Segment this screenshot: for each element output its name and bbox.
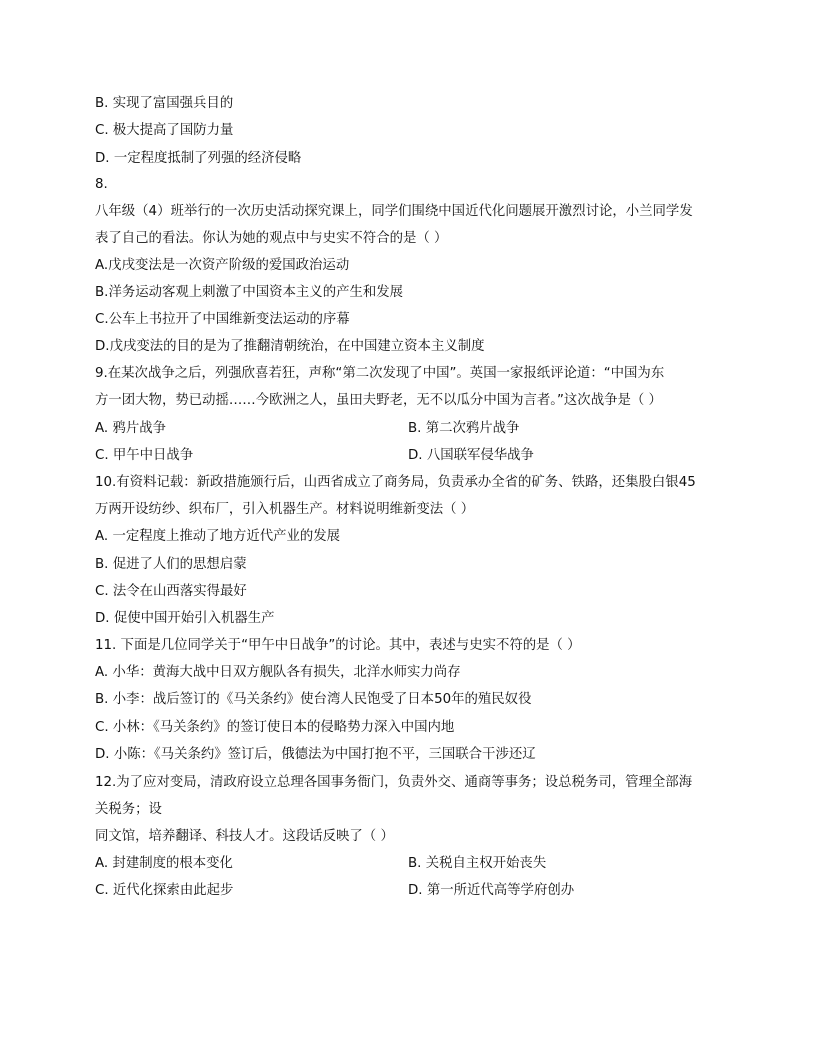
q11-option-b: B. 小李：战后签订的《马关条约》使台湾人民饱受了日本50年的殖民奴役 [95, 692, 532, 707]
q10-stem-line-2: 万两开设纺纱、织布厂，引入机器生产。材料说明维新变法（ ） [95, 502, 475, 517]
q12-option-c: C. 近代化探索由此起步 [95, 883, 234, 898]
q8-stem-line-2: 表了自己的看法。你认为她的观点中与史实不符合的是（ ） [95, 231, 448, 246]
q8-number: 8. [95, 177, 108, 192]
q7-option-c: C. 极大提高了国防力量 [95, 123, 234, 138]
q11-option-c: C. 小林：《马关条约》的签订使日本的侵略势力深入中国内地 [95, 720, 455, 735]
q7-option-d: D. 一定程度抵制了列强的经济侵略 [95, 151, 302, 166]
q9-option-c: C. 甲午中日战争 [95, 448, 194, 463]
q10-option-d: D. 促使中国开始引入机器生产 [95, 611, 275, 626]
q8-option-d: D.戊戌变法的目的是为了推翻清朝统治，在中国建立资本主义制度 [95, 339, 485, 354]
q8-stem-line-1: 八年级（4）班举行的一次历史活动探究课上，同学们围绕中国近代化问题展开激烈讨论，小兰同学发 [95, 204, 693, 219]
q12-option-a: A. 封建制度的根本变化 [95, 856, 233, 871]
q12-stem-line-1: 12.为了应对变局，清政府设立总理各国事务衙门，负责外交、通商等事务；设总税务司，管理全部海 [95, 775, 693, 790]
q10-option-a: A. 一定程度上推动了地方近代产业的发展 [95, 529, 341, 544]
q12-stem-line-3: 同文馆，培养翻译、科技人才。这段话反映了（ ） [95, 829, 394, 844]
q11-stem: 11. 下面是几位同学关于“甲午中日战争”的讨论。其中，表述与史实不符的是（ ） [95, 638, 581, 653]
q10-option-c: C. 法令在山西落实得最好 [95, 584, 247, 599]
q9-option-b: B. 第二次鸦片战争 [408, 421, 520, 436]
q12-stem-line-2: 关税务；设 [95, 802, 162, 817]
q12-option-d: D. 第一所近代高等学府创办 [408, 883, 575, 898]
q9-stem-line-2: 方一团大物，势已动摇……今欧洲之人，虽田夫野老，无不以瓜分中国为言者。”这次战争是（ ） [95, 393, 662, 408]
q12-option-b: B. 关税自主权开始丧失 [408, 856, 547, 871]
q9-stem-line-1: 9.在某次战争之后，列强欣喜若狂，声称“第二次发现了中国”。英国一家报纸评论道：“中国为东 [95, 366, 665, 381]
q9-option-d: D. 八国联军侵华战争 [408, 448, 534, 463]
q9-option-a: A. 鸦片战争 [95, 421, 166, 436]
q7-option-b: B. 实现了富国强兵目的 [95, 96, 234, 111]
q8-option-b: B.洋务运动客观上刺激了中国资本主义的产生和发展 [95, 285, 404, 300]
q8-option-a: A.戊戌变法是一次资产阶级的爱国政治运动 [95, 258, 350, 273]
q10-stem-line-1: 10.有资料记载：新政措施颁行后，山西省成立了商务局，负责承办全省的矿务、铁路，还集股白银45 [95, 475, 696, 490]
q8-option-c: C.公车上书拉开了中国维新变法运动的序幕 [95, 312, 350, 327]
q11-option-d: D. 小陈：《马关条约》签订后，俄德法为中国打抱不平，三国联合干涉还辽 [95, 747, 536, 762]
q11-option-a: A. 小华：黄海大战中日双方舰队各有损失，北洋水师实力尚存 [95, 665, 461, 680]
q10-option-b: B. 促进了人们的思想启蒙 [95, 557, 247, 572]
